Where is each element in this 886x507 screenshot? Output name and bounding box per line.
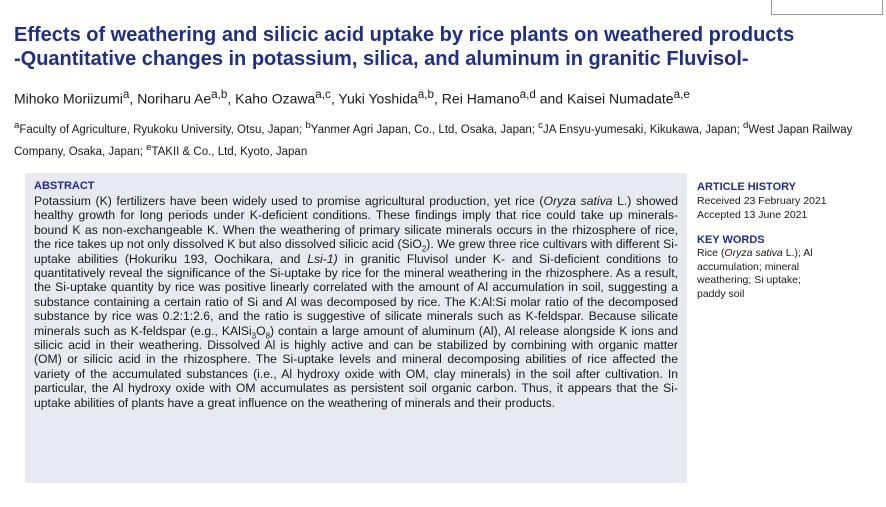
article-sidebar <box>697 180 877 301</box>
accepted-date: Accepted 13 June 2021 <box>697 209 808 221</box>
key-words-italic-species: Oryza sativa <box>724 247 783 259</box>
abstract-box <box>25 173 687 483</box>
author-connector: and <box>539 90 564 107</box>
abstract-segment: L.) showed healthy growth for long periods under K-deficient conditions. These findings imply that rice could take up minerals-bound K as non-exchangeable K. When the weathering of primary silicate minerals occurs in the rhizosphere of rice, the rice takes up not only dissolved K but also dissolved silicic acid (SiO <box>34 194 678 252</box>
title-line-1: Effects of weathering and silicic acid uptake by rice plants on weathered products <box>14 24 795 46</box>
abstract-segment: O <box>256 323 266 338</box>
abstract-text <box>34 194 678 410</box>
author-name: Kaisei Numadate <box>566 90 674 107</box>
abstract-segment: Potassium (K) fertilizers have been widely used to promise agricultural production, yet rice ( <box>34 194 544 208</box>
abstract-segment: in granitic Fluvisol under K- and Si-deficient conditions to quantitatively reveal the significance of the Si-uptake by rice for the mineral weathering in the rhizosphere. As a result, the Si-uptake quantity by rice was positive linearly correlated with the amount of Al accumulation in soil, suggesting a substance containing a certain ratio of Si and Al was decomposed by rice. The K:Al:Si molar ratio of the decomposed substance by rice was 0.2:1:2.6, and the ratio is suggestive of silicate minerals such as K-feldspar. Because silicate minerals such as K-feldspar (e.g., KAlSi <box>34 251 678 338</box>
article-title <box>14 23 874 71</box>
abstract-subscript: 8 <box>265 331 271 341</box>
affiliation-marker: e <box>146 141 152 153</box>
affiliation-marker: a <box>14 120 20 131</box>
affiliation-text: TAKII & Co., Ltd, Kyoto, Japan <box>151 145 308 158</box>
author-affiliation-marker: a <box>122 88 130 101</box>
affiliation-marker: c <box>538 120 543 131</box>
page-corner-box <box>771 0 883 15</box>
key-words-segment: Rice ( <box>697 247 725 259</box>
author-name: Mihoko Moriizumi <box>14 90 123 107</box>
abstract-segment: ) contain a large amount of aluminum (Al), Al release alongside K ions and silicic acid in their weathering. Dissolved Al is highly active and can be stabilized by combining with organic matter (OM) or silicic acid in the rhizosphere. The Si-uptake levels and mineral decomposing abilities of rice affected the variety of the accumulated substances (i.e., Al hydroxy oxide with OM, clay minerals) in the soil after cultivation. In particular, the Al hydroxy oxide with OM accumulates as persistent soil organic carbon. Thus, it appears that the Si-uptake abilities of plants have a great influence on the weathering of minerals and their products. <box>34 323 678 410</box>
author-affiliation-marker: a,d <box>519 88 536 101</box>
key-words-text <box>697 247 821 301</box>
author-affiliation-marker: a,b <box>211 88 228 101</box>
abstract-segment: ). We grew three rice cultivars with different Si-uptake abilities (Hokuriku 193, Oochikara, and <box>34 237 678 266</box>
abstract-subscript: 3 <box>251 331 257 341</box>
author-affiliation-marker: a,b <box>417 88 435 101</box>
author-list: Mihoko Moriizumi$^a$, Noriharu Ae$^{a,b}$, Kaho Ozawa$^{a,c}$, Yuki Yoshida$^{a,b}$, Rei Hamano$^{a,d}$ and Kaisei Numadate$^{a,e}$ <box>14 88 690 107</box>
title-line-2: -Quantitative changes in potassium, silica, and aluminum in granitic Fluvisol- <box>14 48 749 70</box>
received-date: Received 23 February 2021 <box>697 195 827 207</box>
author-name: Yuki Yoshida <box>338 90 418 107</box>
affiliation-marker: d <box>743 120 749 131</box>
affiliation-text: West Japan Railway Company, Osaka, Japan; <box>14 123 853 158</box>
affiliations <box>14 117 874 161</box>
abstract-subscript: 2 <box>421 244 427 254</box>
key-words-segment: L.); Al accumulation; mineral weathering; Si uptake; paddy soil <box>697 247 813 300</box>
abstract-italic-cultivar: Lsi-1) <box>307 251 338 266</box>
abstract-italic-species: Oryza sativa <box>543 194 613 208</box>
article-history-heading: ARTICLE HISTORY <box>697 181 797 193</box>
author-name: Rei Hamano <box>441 90 520 107</box>
author-affiliation-marker: a,e <box>673 88 690 101</box>
affiliation-text: Faculty of Agriculture, Ryukoku University, Otsu, Japan; <box>19 123 303 136</box>
author-affiliation-marker: a,c <box>315 88 331 101</box>
affiliation-text: Yanmer Agri Japan, Co., Ltd, Osaka, Japan; <box>310 123 535 136</box>
abstract-heading: ABSTRACT <box>34 180 95 192</box>
author-name: Noriharu Ae <box>137 90 212 107</box>
author-name: Kaho Ozawa <box>235 90 316 107</box>
key-words-heading: KEY WORDS <box>697 234 765 246</box>
affiliation-text: JA Ensyu-yumesaki, Kikukawa, Japan; <box>542 123 740 136</box>
affiliation-marker: b <box>305 120 311 131</box>
